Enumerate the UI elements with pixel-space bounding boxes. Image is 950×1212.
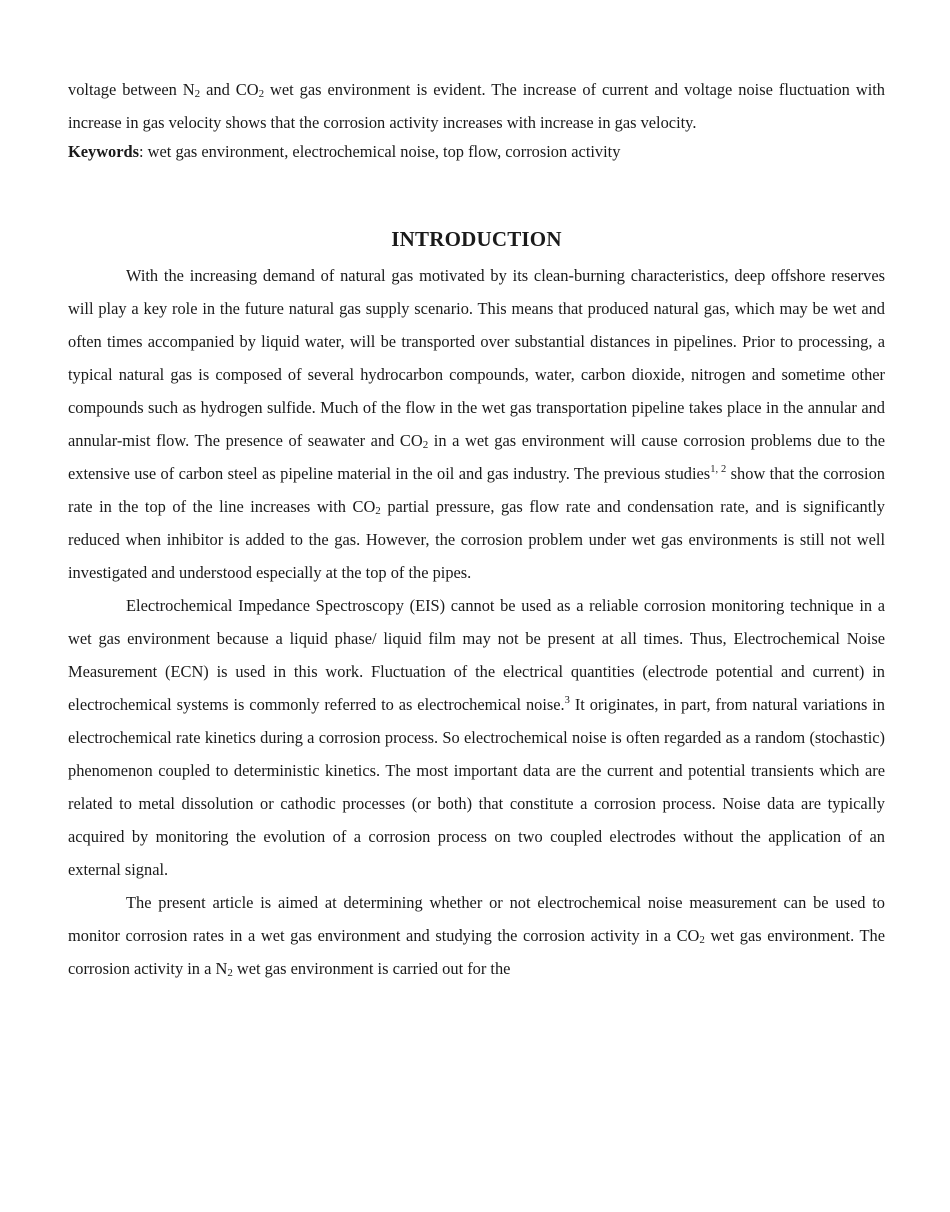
text-run: wet gas environment. The corrosion activity in a N	[68, 926, 885, 978]
introduction-paragraph-3	[68, 886, 885, 985]
subscript: 2	[194, 88, 201, 100]
subscript: 2	[227, 967, 233, 979]
keywords-text: : wet gas environment, electrochemical noise, top flow, corrosion activity	[139, 142, 621, 161]
text-run: and CO	[200, 80, 259, 99]
text-run: in a wet gas environment will cause corrosion problems due to the extensive use of carbon steel as pipeline material in the oil and gas industry. The previous studies	[68, 431, 885, 483]
introduction-paragraph-1	[68, 259, 885, 589]
text-run: wet gas environment is carried out for the	[232, 959, 511, 978]
text-run: It originates, in part, from natural variations in electrochemical rate kinetics during a corrosion process. So electrochemical noise is often regarded as a random (stochastic) phenomenon coupled to deterministic kinetics. The most important data are the current and potential transients which are related to metal dissolution or cathodic processes (or both) that constitute a corrosion process. Noise data are typically acquired by monitoring the evolution of a corrosion process on two coupled electrodes without the application of an external signal.	[68, 695, 885, 879]
section-heading-introduction: INTRODUCTION	[391, 227, 562, 251]
citation-superscript: 3	[564, 695, 570, 706]
paper-page	[68, 73, 885, 985]
text-run: show that the corrosion rate in the top of the line increases with CO	[68, 464, 886, 516]
text-run: Electrochemical Impedance Spectroscopy (EIS) cannot be used as a reliable corrosion monitoring technique in a wet gas environment because a liquid phase/ liquid film may not be present at all times. Thus, Electrochemical Noise Measurement (ECN) is used in this work. Fluctuation of the electrical quantities (electrode potential and current) in electrochemical systems is commonly referred to as electrochemical noise.	[68, 596, 885, 714]
text-run: wet gas environment is evident. The increase of current and voltage noise fluctuation with increase in gas velocity shows that the corrosion activity increases with increase in gas velocity.	[68, 80, 885, 132]
subscript: 2	[699, 934, 705, 946]
keywords-label: Keywords	[68, 142, 140, 161]
text-run: voltage between N	[68, 80, 195, 99]
abstract-ending-paragraph	[68, 73, 885, 139]
text-run: The present article is aimed at determining whether or not electrochemical noise measurement can be used to monitor corrosion rates in a wet gas environment and studying the corrosion activity in a CO	[68, 893, 885, 945]
keywords-line	[68, 137, 885, 167]
text-run: partial pressure, gas flow rate and condensation rate, and is significantly reduced when inhibitor is added to the gas. However, the corrosion problem under wet gas environments is still not well investigated and understood especially at the top of the pipes.	[68, 497, 886, 582]
subscript: 2	[258, 88, 265, 100]
subscript: 2	[375, 505, 381, 517]
text-run: With the increasing demand of natural gas motivated by its clean-burning characteristics, deep offshore reserves will play a key role in the future natural gas supply scenario. This means that produced natural gas, which may be wet and often times accompanied by liquid water, will be transported over substantial distances in pipelines. Prior to processing, a typical natural gas is composed of several hydrocarbon compounds, water, carbon dioxide, nitrogen and sometime other compounds such as hydrogen sulfide. Much of the flow in the wet gas transportation pipeline takes place in the annular and annular-mist flow. The presence of seawater and CO	[68, 266, 885, 450]
subscript: 2	[422, 439, 429, 451]
citation-superscript: 1, 2	[710, 464, 727, 475]
introduction-paragraph-2	[68, 589, 885, 886]
